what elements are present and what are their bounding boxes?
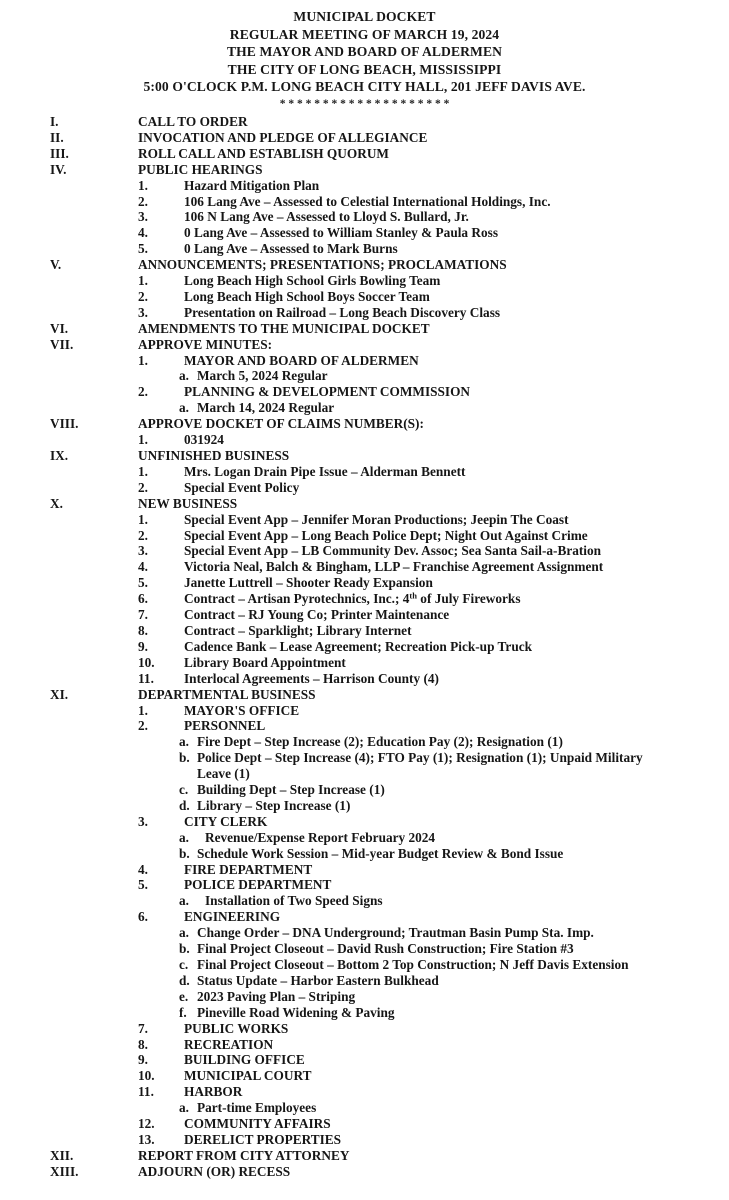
item-number: 6. xyxy=(138,909,148,925)
item-text: HARBOR xyxy=(184,1084,243,1100)
subitem-letter: c. xyxy=(179,957,189,972)
item-text: COMMUNITY AFFAIRS xyxy=(184,1116,331,1132)
item-row xyxy=(0,655,657,671)
superscript-ordinal: th xyxy=(409,590,417,601)
section-title: CALL TO ORDER xyxy=(138,113,248,129)
subitem-row xyxy=(0,989,657,1005)
section-numeral: XIII. xyxy=(50,1163,79,1179)
item-number: 10. xyxy=(138,654,155,670)
item-number: 4. xyxy=(138,225,148,241)
section-title: INVOCATION AND PLEDGE OF ALLEGIANCE xyxy=(138,129,428,145)
item-row xyxy=(0,178,657,194)
item-row xyxy=(0,1037,657,1053)
subitem-letter: d. xyxy=(179,797,190,813)
item-number: 2. xyxy=(138,479,148,495)
item-number: 3. xyxy=(138,304,148,320)
item-number: 13. xyxy=(138,1131,155,1147)
subitem-text: Final Project Closeout – Bottom 2 Top Construction; N Jeff Davis Extension xyxy=(197,957,629,972)
item-row xyxy=(0,814,657,830)
item-text: Special Event App – Jennifer Moran Productions; Jeepin The Coast xyxy=(184,511,569,527)
item-row xyxy=(0,194,657,210)
section-title: ROLL CALL AND ESTABLISH QUORUM xyxy=(138,145,389,161)
item-text: Presentation on Railroad – Long Beach Discovery Class xyxy=(184,304,501,320)
item-number: 2. xyxy=(138,288,148,304)
item-number: 3. xyxy=(138,813,148,829)
section-row xyxy=(0,687,657,703)
item-row xyxy=(0,225,657,241)
subitem-row xyxy=(0,368,657,384)
section-title: DEPARTMENTAL BUSINESS xyxy=(138,686,316,702)
item-row xyxy=(0,305,657,321)
subitem-row xyxy=(0,846,657,862)
header-line: THE MAYOR AND BOARD OF ALDERMEN xyxy=(226,44,503,60)
section-row xyxy=(0,257,657,273)
item-text: Special Event App – LB Community Dev. Assoc; Sea Santa Sail-a-Bration xyxy=(184,543,602,559)
item-row xyxy=(0,273,657,289)
item-row xyxy=(0,1132,657,1148)
item-text: Special Event App – Long Beach Police Dept; Night Out Against Crime xyxy=(184,527,588,543)
subitem-text: Fire Dept – Step Increase (2); Education Pay (2); Resignation (1) xyxy=(197,734,563,750)
subitem-row xyxy=(0,798,657,814)
section-title: AMENDMENTS TO THE MUNICIPAL DOCKET xyxy=(138,320,430,336)
item-number: 5. xyxy=(138,575,148,591)
subitem-text: March 5, 2024 Regular xyxy=(197,368,328,384)
subitem-letter: f. xyxy=(179,1004,187,1020)
item-text: MAYOR AND BOARD OF ALDERMEN xyxy=(184,352,419,368)
section-title: APPROVE MINUTES: xyxy=(138,336,273,352)
section-numeral: I. xyxy=(50,113,59,129)
subitem-row xyxy=(0,1100,657,1116)
item-number: 5. xyxy=(138,877,148,893)
docket-outline xyxy=(0,114,657,1180)
item-text: FIRE DEPARTMENT xyxy=(184,861,313,877)
item-text: Library Board Appointment xyxy=(184,654,346,670)
subitem-row xyxy=(0,957,657,973)
item-row xyxy=(0,1021,657,1037)
section-numeral: V. xyxy=(50,257,62,273)
item-number: 7. xyxy=(138,1020,148,1036)
subitem-letter: a. xyxy=(179,734,189,750)
section-title: UNFINISHED BUSINESS xyxy=(138,448,290,463)
item-row xyxy=(0,718,657,734)
item-text: Hazard Mitigation Plan xyxy=(184,177,320,193)
item-text: MAYOR'S OFFICE xyxy=(184,702,300,718)
subitem-row xyxy=(0,750,657,782)
item-text: 031924 xyxy=(184,432,224,448)
item-row xyxy=(0,909,657,925)
section-row xyxy=(0,146,657,162)
item-text: Long Beach High School Girls Bowling Team xyxy=(184,273,441,289)
item-number: 1. xyxy=(138,352,148,368)
subitem-text: March 14, 2024 Regular xyxy=(197,400,335,416)
item-text: Contract – Sparklight; Library Internet xyxy=(184,622,412,638)
item-row xyxy=(0,241,657,257)
item-row xyxy=(0,877,657,893)
subitem-letter: a. xyxy=(179,400,189,416)
subitem-row xyxy=(0,973,657,989)
asterisk-separator: * * * * * * * * * * * * * * * * * * * * xyxy=(279,97,450,110)
subitem-letter: d. xyxy=(179,972,190,988)
section-numeral: VIII. xyxy=(50,416,79,432)
item-row xyxy=(0,1052,657,1068)
item-number: 4. xyxy=(138,559,148,575)
item-number: 12. xyxy=(138,1116,155,1132)
item-text: Cadence Bank – Lease Agreement; Recreation Pick-up Truck xyxy=(184,638,533,654)
subitem-text: Library – Step Increase (1) xyxy=(197,797,351,813)
item-number: 10. xyxy=(138,1068,155,1084)
item-row xyxy=(0,528,657,544)
section-title: NEW BUSINESS xyxy=(138,495,238,511)
header-line: THE CITY OF LONG BEACH, MISSISSIPPI xyxy=(227,61,502,77)
item-text: PLANNING & DEVELOPMENT COMMISSION xyxy=(184,384,471,400)
item-number: 1. xyxy=(138,463,148,479)
section-row xyxy=(0,1164,657,1180)
section-numeral: VII. xyxy=(50,336,74,352)
item-text: BUILDING OFFICE xyxy=(184,1052,305,1068)
item-text: 106 N Lang Ave – Assessed to Lloyd S. Bullard, Jr. xyxy=(184,209,469,225)
item-text: 0 Lang Ave – Assessed to Mark Burns xyxy=(184,241,398,257)
section-numeral: IX. xyxy=(50,448,69,463)
item-text: 106 Lang Ave – Assessed to Celestial International Holdings, Inc. xyxy=(184,193,551,209)
item-number: 1. xyxy=(138,177,148,193)
section-title: PUBLIC HEARINGS xyxy=(138,161,263,177)
item-text: Mrs. Logan Drain Pipe Issue – Alderman Bennett xyxy=(184,463,466,479)
section-numeral: IV. xyxy=(50,161,67,177)
item-number: 7. xyxy=(138,607,148,623)
item-number: 1. xyxy=(138,511,148,527)
subitem-text: Installation of Two Speed Signs xyxy=(205,893,383,909)
subitem-letter: a. xyxy=(179,1100,189,1116)
header-line: 5:00 O'CLOCK P.M. LONG BEACH CITY HALL, 201 JEFF DAVIS AVE. xyxy=(143,79,586,95)
subitem-row xyxy=(0,941,657,957)
item-number: 6. xyxy=(138,591,148,607)
subitem-text: Pineville Road Widening & Paving xyxy=(197,1004,395,1020)
subitem-text: Building Dept – Step Increase (1) xyxy=(197,782,385,798)
item-text: DERELICT PROPERTIES xyxy=(184,1131,342,1147)
item-number: 3. xyxy=(138,209,148,225)
section-title: ANNOUNCEMENTS; PRESENTATIONS; PROCLAMATIONS xyxy=(138,257,507,273)
item-row xyxy=(0,543,657,559)
subitem-text: Schedule Work Session – Mid-year Budget Review & Bond Issue xyxy=(197,845,564,861)
subitem-text: Part-time Employees xyxy=(197,1100,317,1116)
item-text: ENGINEERING xyxy=(184,909,281,925)
section-numeral: X. xyxy=(50,495,63,511)
item-text: PERSONNEL xyxy=(184,718,266,734)
item-row xyxy=(0,209,657,225)
item-number: 9. xyxy=(138,1052,148,1068)
item-row xyxy=(0,512,657,528)
section-numeral: III. xyxy=(50,145,69,161)
item-row xyxy=(0,480,657,496)
subitem-letter: a. xyxy=(179,925,189,941)
item-row xyxy=(0,464,657,480)
item-row xyxy=(0,862,657,878)
subitem-letter: b. xyxy=(179,750,190,766)
item-row xyxy=(0,575,657,591)
section-numeral: II. xyxy=(50,129,64,145)
item-number: 1. xyxy=(138,273,148,289)
section-row xyxy=(0,321,657,337)
item-number: 4. xyxy=(138,861,148,877)
item-row xyxy=(0,432,657,448)
subitem-letter: b. xyxy=(179,845,190,861)
subitem-text: Police Dept – Step Increase (4); FTO Pay (1); Resignation (1); Unpaid Military Leave (1) xyxy=(197,750,643,782)
item-number: 1. xyxy=(138,702,148,718)
subitem-letter: e. xyxy=(179,988,189,1004)
subitem-row xyxy=(0,893,657,909)
item-text: Janette Luttrell – Shooter Ready Expansion xyxy=(184,575,433,591)
subitem-letter: a. xyxy=(179,368,189,384)
subitem-row xyxy=(0,830,657,846)
item-text: Interlocal Agreements – Harrison County (4) xyxy=(184,670,439,686)
subitem-text: Status Update – Harbor Eastern Bulkhead xyxy=(197,972,439,988)
item-text: PUBLIC WORKS xyxy=(184,1020,289,1036)
item-number: 8. xyxy=(138,622,148,638)
subitem-row xyxy=(0,782,657,798)
item-number: 1. xyxy=(138,432,148,448)
subitem-row xyxy=(0,734,657,750)
subitem-text: 2023 Paving Plan – Striping xyxy=(197,988,356,1004)
item-number: 2. xyxy=(138,193,148,209)
item-text: 0 Lang Ave – Assessed to William Stanley & Paula Ross xyxy=(184,225,498,241)
item-row xyxy=(0,289,657,305)
section-numeral: XI. xyxy=(50,686,69,702)
item-text: MUNICIPAL COURT xyxy=(184,1068,312,1084)
section-row xyxy=(0,162,657,178)
subitem-letter: c. xyxy=(179,782,189,798)
item-row xyxy=(0,353,657,369)
header-line: MUNICIPAL DOCKET xyxy=(293,9,436,24)
item-row xyxy=(0,671,657,687)
item-number: 2. xyxy=(138,718,148,734)
item-number: 5. xyxy=(138,241,148,257)
item-number: 2. xyxy=(138,527,148,543)
item-number: 8. xyxy=(138,1036,148,1052)
subitem-letter: a. xyxy=(179,893,189,909)
item-row xyxy=(0,607,657,623)
item-row xyxy=(0,703,657,719)
item-number: 11. xyxy=(138,670,154,686)
section-row xyxy=(0,337,657,353)
item-text: RECREATION xyxy=(184,1036,274,1052)
section-row xyxy=(0,130,657,146)
subitem-row xyxy=(0,925,657,941)
section-numeral: XII. xyxy=(50,1147,74,1163)
section-title: ADJOURN (OR) RECESS xyxy=(138,1163,291,1179)
item-number: 11. xyxy=(138,1084,154,1100)
section-row xyxy=(0,114,657,130)
item-text: Special Event Policy xyxy=(184,479,300,495)
section-row xyxy=(0,1148,657,1164)
item-text: POLICE DEPARTMENT xyxy=(184,877,332,893)
section-row xyxy=(0,416,657,432)
section-title: REPORT FROM CITY ATTORNEY xyxy=(138,1147,350,1163)
subitem-row xyxy=(0,1005,657,1021)
item-text: Contract – RJ Young Co; Printer Maintenance xyxy=(184,607,450,623)
item-number: 2. xyxy=(138,384,148,400)
item-row xyxy=(0,623,657,639)
header-line: REGULAR MEETING OF MARCH 19, 2024 xyxy=(229,26,500,42)
item-row xyxy=(0,1084,657,1100)
subitem-letter: a. xyxy=(179,829,189,845)
item-row xyxy=(0,639,657,655)
item-text: CITY CLERK xyxy=(184,813,268,829)
item-text: Victoria Neal, Balch & Bingham, LLP – Franchise Agreement Assignment xyxy=(184,559,604,575)
item-row xyxy=(0,384,657,400)
section-row xyxy=(0,448,657,464)
section-title: APPROVE DOCKET OF CLAIMS NUMBER(S): xyxy=(138,416,424,432)
item-number: 9. xyxy=(138,638,148,654)
section-row xyxy=(0,496,657,512)
subitem-row xyxy=(0,400,657,416)
subitem-text: Revenue/Expense Report February 2024 xyxy=(205,829,436,845)
item-text: Long Beach High School Boys Soccer Team xyxy=(184,288,430,304)
subitem-letter: b. xyxy=(179,941,190,957)
item-number: 3. xyxy=(138,543,148,559)
item-row xyxy=(0,1068,657,1084)
item-row xyxy=(0,559,657,575)
item-row xyxy=(0,1116,657,1132)
item-row xyxy=(0,591,657,607)
docket-header xyxy=(0,0,729,96)
subitem-text: Change Order – DNA Underground; Trautman Basin Pump Sta. Imp. xyxy=(197,925,594,941)
item-text-pre: Contract – Artisan Pyrotechnics, Inc.; 4 xyxy=(184,591,410,607)
item-text xyxy=(184,591,521,606)
section-numeral: VI. xyxy=(50,320,69,336)
subitem-text: Final Project Closeout – David Rush Construction; Fire Station #3 xyxy=(197,941,574,957)
item-text-post: of July Fireworks xyxy=(416,591,521,607)
